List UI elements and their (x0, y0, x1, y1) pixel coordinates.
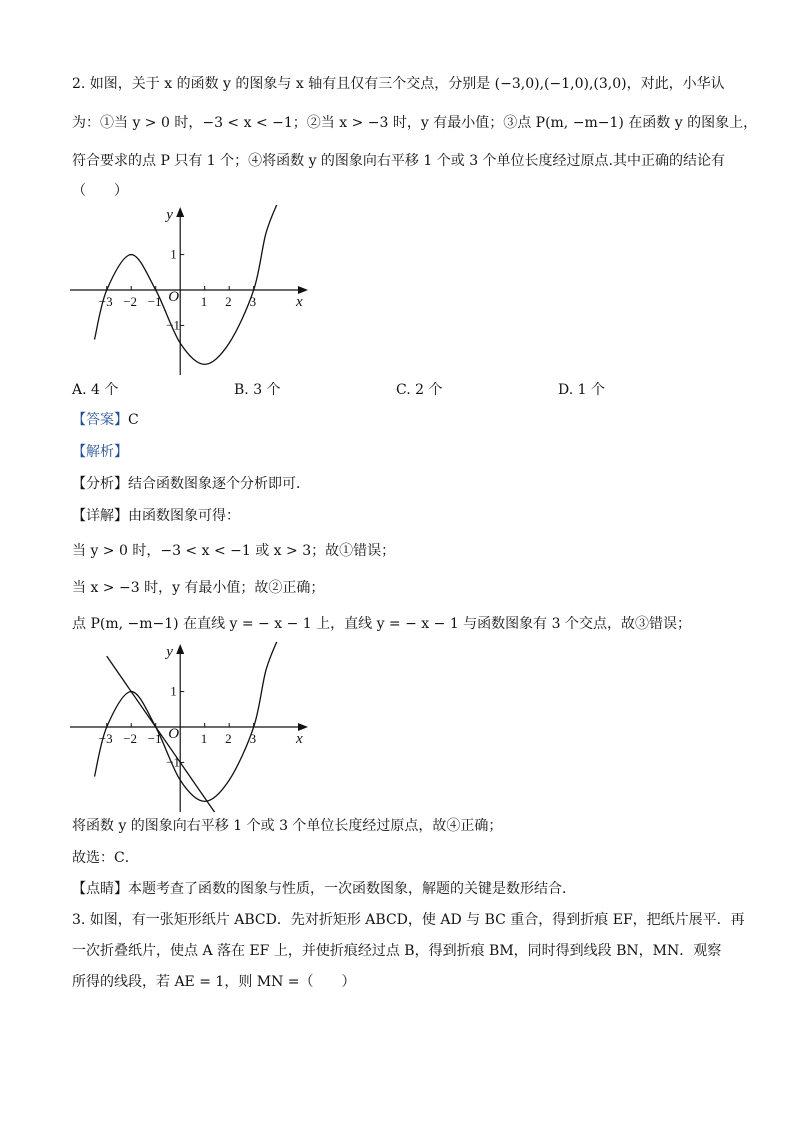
option-c: C. 2 个 (396, 382, 443, 398)
x-tick-label: −2 (123, 731, 138, 746)
y-tick-label: 1 (170, 683, 177, 699)
answer-row (72, 410, 139, 430)
x-tick-label: 2 (225, 731, 232, 746)
y-tick-label: −1 (166, 317, 181, 333)
xiangjie-label: 【详解】 (72, 508, 128, 524)
x-tick-label: 2 (225, 294, 232, 309)
origin-label: O (168, 726, 180, 742)
x-tick-label: 1 (200, 731, 208, 746)
y-axis-label: y (166, 644, 173, 660)
q3-line-3: 所得的线段，若 AE = 1，则 MN =（ ） (72, 974, 356, 990)
xiangjie-text: 由函数图象可得： (128, 508, 240, 524)
x-axis-label: x (296, 731, 303, 747)
y-axis-label: y (166, 207, 173, 223)
x-tick-label: −3 (98, 731, 113, 746)
option-d: D. 1 个 (558, 382, 605, 398)
fenxi-label: 【分析】 (72, 476, 128, 492)
step-2: 当 x > −3 时，y 有最小值；故②正确； (72, 580, 325, 596)
function-graph-1 (70, 205, 310, 375)
x-axis-label: x (296, 294, 303, 310)
option-b: B. 3 个 (234, 382, 281, 398)
step-1: 当 y > 0 时，−3 < x < −1 或 x > 3；故①错误； (72, 543, 396, 559)
x-tick-label: 3 (249, 731, 257, 746)
answer-value: C (128, 412, 139, 428)
analysis-heading (72, 442, 128, 462)
function-curve (94, 642, 278, 801)
q2-line-1: 2. 如图，关于 x 的函数 y 的图象与 x 轴有且仅有三个交点，分别是 (−3,0),(−1,0),(3,0)，对此，小华认 (72, 76, 725, 92)
step-5: 故选：C． (72, 850, 139, 866)
dianjing-text: 本题考查了函数的图象与性质，一次函数图象，解题的关键是数形结合． (128, 881, 576, 897)
q3-line-2: 一次折叠纸片，使点 A 落在 EF 上，并使折痕经过点 B，得到折痕 BM，同时得到线段 BN，MN．观察 (72, 943, 722, 959)
x-tick-label: −2 (123, 294, 138, 309)
origin-label: O (168, 289, 180, 305)
x-tick-label: −1 (147, 294, 162, 309)
dianjing-label: 【点睛】 (72, 881, 128, 897)
q3-line-1: 3. 如图，有一张矩形纸片 ABCD．先对折矩形 ABCD，使 AD 与 BC 重合，得到折痕 EF，把纸片展平．再 (72, 912, 745, 928)
step-3: 点 P(m, −m−1) 在直线 y = − x − 1 上，直线 y = − x − 1 与函数图象有 3 个交点，故③错误； (72, 616, 691, 632)
q2-line-2: 为：①当 y > 0 时，−3 < x < −1；②当 x > −3 时，y 有最小值；③点 P(m, −m−1) 在函数 y 的图象上， (72, 115, 758, 131)
q2-line-3: 符合要求的点 P 只有 1 个；④将函数 y 的图象向右平移 1 个或 3 个单位长度经过原点.其中正确的结论有 (72, 153, 726, 169)
x-axis-arrow (298, 286, 308, 294)
x-axis-arrow (298, 723, 308, 731)
fenxi-row (72, 474, 310, 494)
answer-label: 【答案】 (72, 412, 128, 428)
step-4: 将函数 y 的图象向右平移 1 个或 3 个单位长度经过原点，故④正确； (72, 818, 503, 834)
function-graph-2 (70, 642, 310, 812)
y-axis-arrow (176, 207, 184, 217)
y-tick-label: −1 (166, 754, 181, 770)
function-curve (94, 205, 278, 364)
y-axis-arrow (176, 644, 184, 654)
analysis-label: 【解析】 (72, 444, 128, 460)
option-a: A. 4 个 (72, 382, 119, 398)
xiangjie-row (72, 506, 240, 526)
x-tick-label: −1 (147, 731, 162, 746)
fenxi-text: 结合函数图象逐个分析即可． (128, 476, 310, 492)
q2-line-4: （ ） (72, 183, 128, 199)
x-tick-label: −3 (98, 294, 113, 309)
y-tick-label: 1 (170, 246, 177, 262)
dianjing-row (72, 879, 576, 899)
x-tick-label: 1 (200, 294, 208, 309)
x-tick-label: 3 (249, 294, 257, 309)
